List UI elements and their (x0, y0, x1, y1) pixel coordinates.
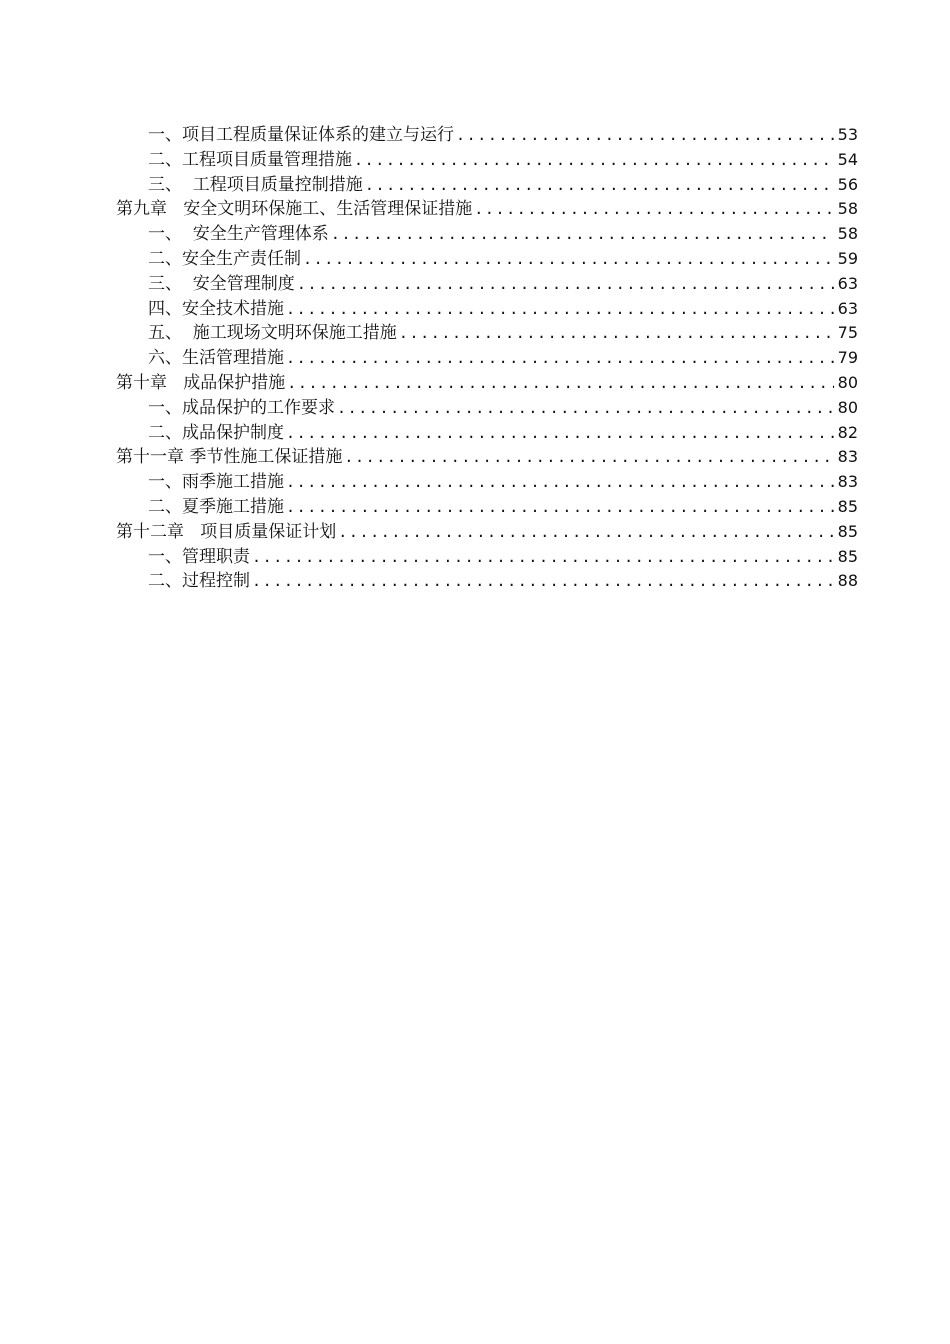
toc-page-number: 53 (837, 125, 858, 144)
toc-entry[interactable] (116, 346, 858, 371)
toc-page-number: 63 (837, 273, 858, 293)
toc-dot-leader (252, 569, 834, 594)
toc-entry[interactable] (116, 272, 858, 297)
toc-dot-leader (331, 222, 834, 247)
toc-entry[interactable] (116, 495, 858, 520)
toc-page-number: 63 (837, 298, 858, 318)
toc-entry[interactable] (116, 470, 858, 495)
toc-dot-leader (337, 396, 834, 421)
toc-dot-leader (286, 346, 834, 371)
toc-entry-title: 三、 安全管理制度 (148, 273, 295, 294)
toc-chapter-entry[interactable] (116, 371, 858, 396)
toc-page-number: 80 (837, 372, 858, 392)
toc-entry[interactable] (116, 123, 858, 148)
toc-page-number: 56 (837, 174, 858, 194)
toc-entry[interactable] (116, 148, 858, 173)
toc-page-number: 58 (837, 224, 858, 244)
toc-page-number: 54 (837, 149, 858, 169)
toc-entry-title: 第十一章 季节性施工保证措施 (116, 447, 343, 468)
toc-entry[interactable] (116, 421, 858, 446)
toc-entry-title: 四、安全技术措施 (148, 298, 284, 319)
toc-entry-title: 第九章 安全文明环保施工、生活管理保证措施 (116, 199, 473, 220)
toc-page-number: 58 (837, 199, 858, 219)
toc-dot-leader (286, 495, 834, 520)
toc-entry-title: 第十二章 项目质量保证计划 (116, 521, 337, 542)
toc-page-number: 83 (837, 472, 858, 492)
toc-entry-title: 二、工程项目质量管理措施 (148, 149, 352, 170)
toc-entry[interactable] (116, 297, 858, 322)
toc-entry[interactable] (116, 396, 858, 421)
toc-entry-title: 六、生活管理措施 (148, 348, 284, 369)
toc-chapter-entry[interactable] (116, 520, 858, 545)
toc-dot-leader (338, 520, 834, 545)
toc-entry[interactable] (116, 545, 858, 570)
toc-page-number: 82 (837, 422, 858, 442)
toc-page-number: 83 (837, 447, 858, 467)
toc-dot-leader (297, 272, 834, 297)
toc-page-number: 85 (837, 546, 858, 566)
toc-page-number: 75 (837, 323, 858, 343)
toc-dot-leader (303, 247, 834, 272)
toc-entry[interactable] (116, 569, 858, 594)
toc-entry-title: 三、 工程项目质量控制措施 (148, 174, 363, 195)
toc-dot-leader (252, 545, 834, 570)
toc-entry-title: 二、安全生产责任制 (148, 248, 301, 269)
toc-dot-leader (456, 123, 834, 148)
toc-chapter-entry[interactable] (116, 197, 858, 222)
toc-entry-title: 五、 施工现场文明环保施工措施 (148, 323, 397, 344)
toc-entry-title: 一、项目工程质量保证体系的建立与运行 (148, 125, 454, 145)
toc-page-number: 80 (837, 397, 858, 417)
toc-page-number: 85 (837, 496, 858, 516)
toc-dot-leader (365, 173, 834, 198)
toc-dot-leader (474, 197, 834, 222)
toc-entry[interactable] (116, 222, 858, 247)
table-of-contents (116, 123, 858, 594)
toc-dot-leader (287, 371, 834, 396)
toc-page-number: 85 (837, 521, 858, 541)
toc-entry[interactable] (116, 173, 858, 198)
toc-entry-title: 一、 安全生产管理体系 (148, 224, 329, 245)
toc-entry-title: 二、夏季施工措施 (148, 496, 284, 517)
toc-entry[interactable] (116, 247, 858, 272)
toc-page-number: 79 (837, 348, 858, 368)
toc-entry-title: 第十章 成品保护措施 (116, 372, 286, 393)
toc-entry-title: 二、过程控制 (148, 571, 250, 592)
toc-dot-leader (286, 421, 834, 446)
toc-entry-title: 二、成品保护制度 (148, 422, 284, 443)
toc-chapter-entry[interactable] (116, 445, 858, 470)
toc-entry-title: 一、雨季施工措施 (148, 472, 284, 493)
toc-entry[interactable] (116, 321, 858, 346)
toc-page-number: 88 (837, 571, 858, 591)
toc-dot-leader (286, 297, 834, 322)
toc-dot-leader (344, 445, 834, 470)
toc-entry-title: 一、成品保护的工作要求 (148, 397, 335, 418)
toc-entry-title: 一、管理职责 (148, 546, 250, 567)
toc-page-number: 59 (837, 248, 858, 268)
toc-dot-leader (399, 321, 834, 346)
toc-dot-leader (286, 470, 834, 495)
toc-dot-leader (354, 148, 834, 173)
